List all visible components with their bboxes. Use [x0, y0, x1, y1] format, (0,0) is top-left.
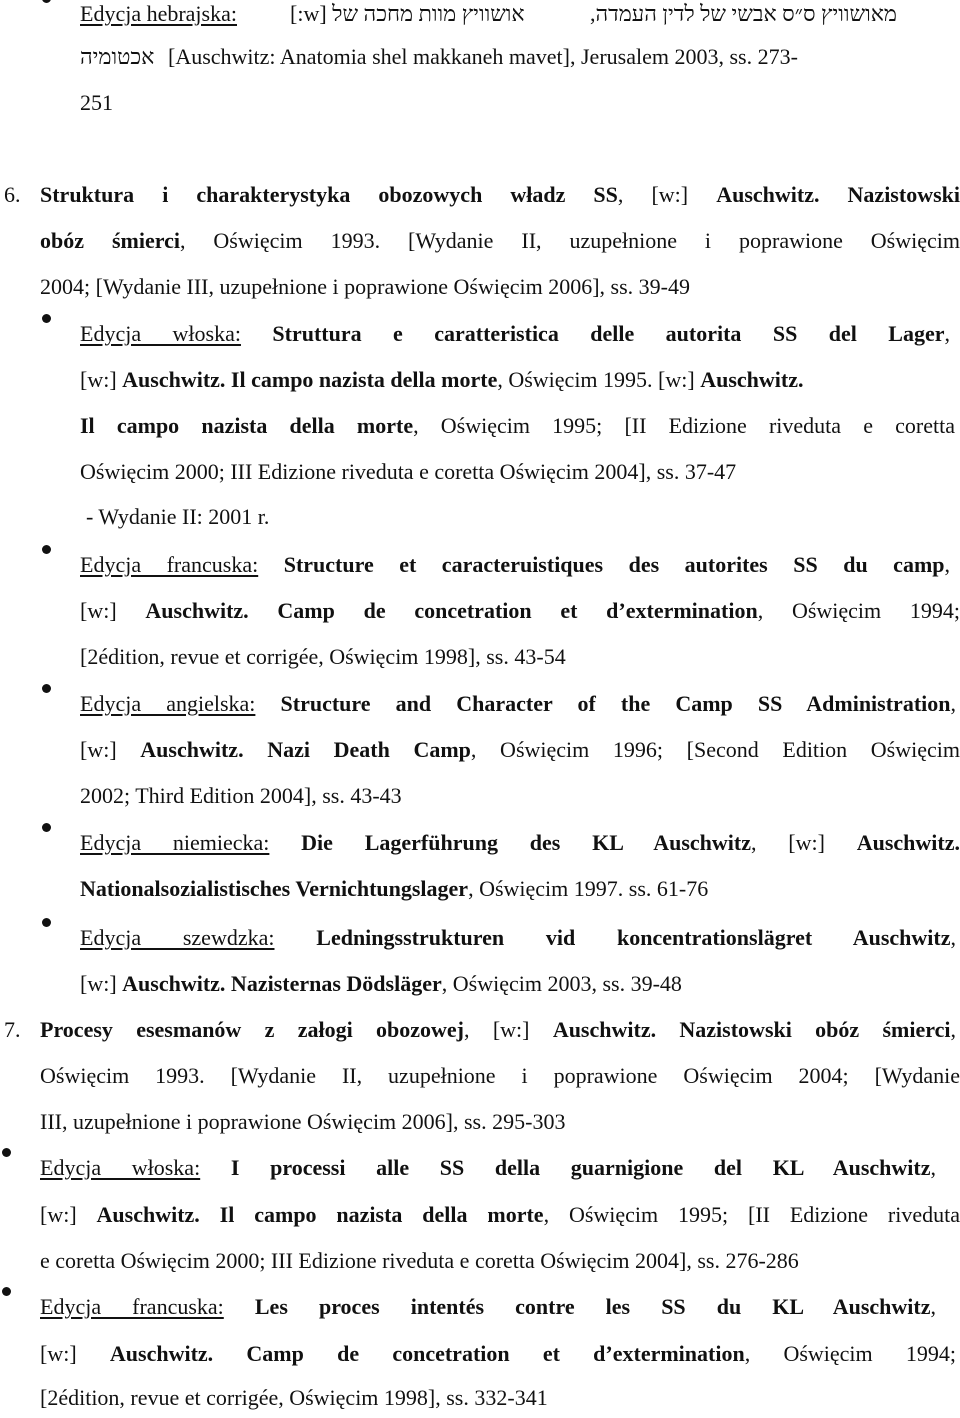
entry-text: [w:] Auschwitz. Il campo nazista della morte, Oświęcim 1995. [w:] Auschwitz.: [80, 367, 804, 392]
source-bold: Auschwitz. Camp de concetration et d’extermination: [109, 1341, 745, 1366]
title-bold: Struttura e caratteristica delle autorita SS del Lager: [272, 321, 945, 346]
entry-german-edition-line-1: [0, 823, 960, 863]
entry-italian-edition-line-4: [0, 452, 960, 492]
source-bold: obóz śmierci: [40, 228, 180, 253]
bullet-icon: [42, 684, 51, 693]
entry-text: [w:] Auschwitz. Il campo nazista della morte, Oświęcim 1995; [II Edizione riveduta: [40, 1202, 960, 1227]
entry-italian-edition-line-3: [0, 406, 960, 446]
entry-hebrew-edition-line-2: [0, 37, 960, 77]
entry-text: Procesy esesmanów z załogi obozowej, [w:] Auschwitz. Nazistowski obóz śmierci,: [40, 1017, 957, 1042]
title-bold: Ledningsstrukturen vid koncentrationslägret Auschwitz: [316, 925, 951, 950]
entry-french-edition-2-line-3: [0, 1378, 960, 1418]
bullet-icon: [42, 918, 51, 927]
entry-text: Nationalsozialistisches Vernichtungslager, Oświęcim 1997. ss. 61-76: [80, 876, 709, 901]
entry-swedish-edition-line-2: [0, 964, 960, 1004]
entry-english-edition-line-1: [0, 684, 960, 724]
entry-hebrew-edition-line-1: [0, 0, 960, 34]
source-bold: Auschwitz. Nazisternas Dödsläger: [122, 971, 442, 996]
entry-text: [w:] Auschwitz. Camp de concetration et d’extermination, Oświęcim 1994;: [80, 598, 960, 623]
entry-text: 2002; Third Edition 2004], ss. 43-43: [80, 783, 402, 808]
entry-7-line-3: [0, 1102, 960, 1142]
entry-6-line-3: [0, 267, 960, 307]
bullet-icon: [42, 545, 51, 554]
entry-text: [2édition, revue et corrigée, Oświęcim 1998], ss. 43-54: [80, 644, 566, 669]
hebrew-text: אושוויץ מוות מחכה של [w:]: [290, 1, 525, 26]
edition-note: - Wydanie II: 2001 r.: [86, 504, 270, 529]
hebrew-text: אכטומיה: [80, 44, 155, 69]
bullet-icon: [42, 314, 51, 323]
entry-text: Edycja francuska: Les proces intentés contre les SS du KL Auschwitz,: [40, 1294, 937, 1319]
entry-italian-edition-2-line-3: [0, 1241, 960, 1281]
entry-french-edition-2-line-2: [0, 1334, 960, 1374]
source-bold: Auschwitz. Camp de concetration et d’extermination: [145, 598, 758, 623]
source-bold: Auschwitz. Il campo nazista della morte: [122, 367, 498, 392]
bullet-icon: [2, 1148, 11, 1157]
source-bold: Auschwitz. Nazistowski obóz śmierci: [552, 1017, 951, 1042]
edition-label: Edycja włoska:: [40, 1155, 201, 1180]
entry-italian-edition-line-2: [0, 360, 960, 400]
source-bold: Auschwitz. Nazi Death Camp: [140, 737, 471, 762]
title-bold: Les proces intentés contre les SS du KL Auschwitz: [254, 1294, 931, 1319]
title-bold: Die Lagerführung des KL Auschwitz: [301, 830, 751, 855]
edition-label: Edycja francuska:: [40, 1294, 224, 1319]
bullet-icon: [42, 823, 51, 832]
edition-label: Edycja włoska:: [80, 321, 241, 346]
source-bold: Auschwitz.: [856, 830, 960, 855]
entry-text: [2édition, revue et corrigée, Oświęcim 1998], ss. 332-341: [40, 1385, 548, 1410]
entry-text: Edycja włoska: I processi alle SS della guarnigione del KL Auschwitz,: [40, 1155, 936, 1180]
source-bold: Il campo nazista della morte: [80, 413, 414, 438]
source-bold: Auschwitz.: [700, 367, 804, 392]
bullet-icon: [2, 1287, 11, 1296]
entry-text: Edycja włoska: Struttura e caratteristica delle autorita SS del Lager,: [80, 321, 950, 346]
entry-german-edition-line-2: [0, 869, 960, 909]
entry-italian-edition-note: [0, 497, 960, 537]
source-bold: Nationalsozialistisches Vernichtungslager: [80, 876, 469, 901]
source-bold: Auschwitz. Il campo nazista della morte: [96, 1202, 544, 1227]
entry-6-title-line: [0, 175, 960, 215]
entry-7-title-line: [0, 1010, 960, 1050]
entry-text: obóz śmierci, Oświęcim 1993. [Wydanie II, uzupełnione i poprawione Oświęcim: [40, 228, 960, 253]
entry-italian-edition-2-line-1: [0, 1148, 960, 1188]
entry-text: [w:] Auschwitz. Nazisternas Dödsläger, Oświęcim 2003, ss. 39-48: [80, 971, 682, 996]
title-bold: I processi alle SS della guarnigione del KL Auschwitz: [230, 1155, 931, 1180]
edition-label: Edycja hebrajska:: [80, 1, 237, 26]
title-bold: Structure et caracteruistiques des autorites SS du camp: [283, 552, 945, 577]
edition-label: Edycja angielska:: [80, 691, 256, 716]
entry-french-edition-2-line-1: [0, 1287, 960, 1327]
edition-label: Edycja francuska:: [80, 552, 259, 577]
entry-swedish-edition-line-1: [0, 918, 960, 958]
entry-text: 2004; [Wydanie III, uzupełnione i poprawione Oświęcim 2006], ss. 39-49: [40, 274, 690, 299]
title-bold: Struktura i charakterystyka obozowych władz SS: [40, 182, 618, 207]
entry-text: Struktura i charakterystyka obozowych władz SS, [w:] Auschwitz. Nazistowski: [40, 182, 960, 207]
entry-english-edition-line-2: [0, 730, 960, 770]
entry-text: Edycja szewdzka: Ledningsstrukturen vid koncentrationslägret Auschwitz,: [80, 925, 957, 950]
hebrew-text: מאושוויץ ס״ס אבשי של לדין העמדה,: [590, 1, 897, 26]
entry-text: e coretta Oświęcim 2000; III Edizione riveduta e coretta Oświęcim 2004], ss. 276-286: [40, 1248, 799, 1273]
entry-text: Oświęcim 2000; III Edizione riveduta e coretta Oświęcim 2004], ss. 37-47: [80, 459, 737, 484]
entry-italian-edition-line-1: [0, 314, 960, 354]
entry-text: Il campo nazista della morte, Oświęcim 1995; [II Edizione riveduta e coretta: [80, 413, 955, 438]
entry-text: Edycja niemiecka: Die Lagerführung des KL Auschwitz, [w:] Auschwitz.: [80, 830, 960, 855]
entry-number: 6.: [4, 182, 21, 207]
entry-french-edition-line-2: [0, 591, 960, 631]
entry-text: Edycja angielska: Structure and Character of the Camp SS Administration,: [80, 691, 956, 716]
entry-french-edition-line-1: [0, 545, 960, 585]
entry-7-line-2: [0, 1056, 960, 1096]
entry-text: [w:] Auschwitz. Camp de concetration et d’extermination, Oświęcim 1994;: [40, 1341, 956, 1366]
entry-text: [w:] Auschwitz. Nazi Death Camp, Oświęcim 1996; [Second Edition Oświęcim: [80, 737, 960, 762]
source-bold: Auschwitz. Nazistowski: [716, 182, 960, 207]
edition-label: Edycja niemiecka:: [80, 830, 270, 855]
entry-hebrew-edition-line-3: [0, 83, 960, 123]
entry-text: III, uzupełnione i poprawione Oświęcim 2006], ss. 295-303: [40, 1109, 566, 1134]
entry-italian-edition-2-line-2: [0, 1195, 960, 1235]
title-bold: Procesy esesmanów z załogi obozowej: [40, 1017, 465, 1042]
page-range-text: 251: [80, 90, 113, 115]
entry-text: Edycja francuska: Structure et caracteruistiques des autorites SS du camp,: [80, 552, 951, 577]
edition-label: Edycja szewdzka:: [80, 925, 275, 950]
title-bold: Structure and Character of the Camp SS Administration: [280, 691, 951, 716]
entry-english-edition-line-3: [0, 776, 960, 816]
citation-text: [Auschwitz: Anatomia shel makkaneh mavet], Jerusalem 2003, ss. 273-: [168, 44, 798, 69]
entry-6-line-2: [0, 221, 960, 261]
entry-text: Oświęcim 1993. [Wydanie II, uzupełnione i poprawione Oświęcim 2004; [Wydanie: [40, 1063, 960, 1088]
entry-number: 7.: [4, 1017, 21, 1042]
entry-french-edition-line-3: [0, 637, 960, 677]
bullet-icon: [42, 0, 51, 3]
